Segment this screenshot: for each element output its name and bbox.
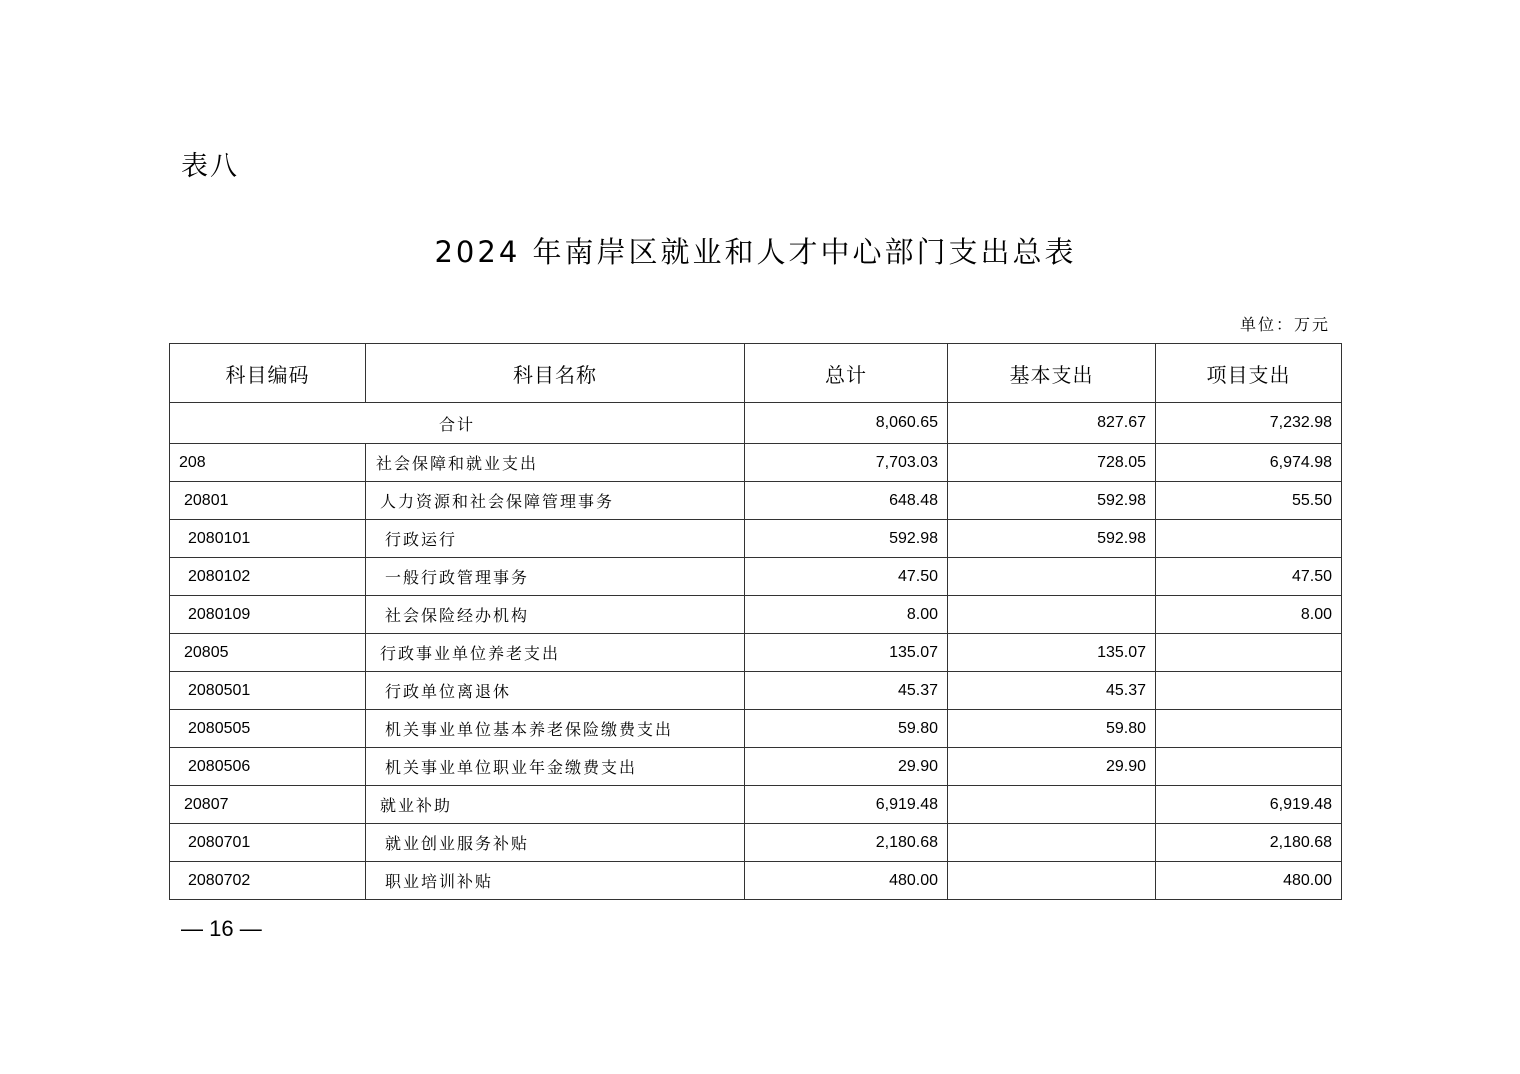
- row-basic: 592.98: [948, 520, 1156, 558]
- row-code: 208: [170, 444, 366, 482]
- column-header-basic: 基本支出: [948, 344, 1156, 403]
- table-row: [170, 672, 1342, 710]
- row-name: 机关事业单位职业年金缴费支出: [366, 748, 745, 786]
- table-row: [170, 482, 1342, 520]
- row-total: 592.98: [745, 520, 948, 558]
- column-header-project: 项目支出: [1156, 344, 1342, 403]
- unit-note: 单位：万元: [1239, 315, 1330, 334]
- row-basic: 45.37: [948, 672, 1156, 710]
- column-header-name: 科目名称: [366, 344, 745, 403]
- table-row: [170, 710, 1342, 748]
- row-basic: 728.05: [948, 444, 1156, 482]
- row-basic: [948, 558, 1156, 596]
- row-total: 8.00: [745, 596, 948, 634]
- row-basic: 59.80: [948, 710, 1156, 748]
- row-code: 2080702: [170, 862, 366, 900]
- row-name: 社会保障和就业支出: [366, 444, 745, 482]
- row-name: 一般行政管理事务: [366, 558, 745, 596]
- row-project: 6,974.98: [1156, 444, 1342, 482]
- row-basic: 29.90: [948, 748, 1156, 786]
- row-name: 就业补助: [366, 786, 745, 824]
- table-row: [170, 862, 1342, 900]
- row-project: 480.00: [1156, 862, 1342, 900]
- header-row: [170, 344, 1342, 403]
- row-code: 2080101: [170, 520, 366, 558]
- row-project: [1156, 520, 1342, 558]
- table-row: [170, 786, 1342, 824]
- total-label: 合计: [170, 403, 745, 444]
- row-project: 6,919.48: [1156, 786, 1342, 824]
- row-code: 20801: [170, 482, 366, 520]
- row-basic: 135.07: [948, 634, 1156, 672]
- page-number: — 16 —: [181, 916, 262, 941]
- total-sum: 8,060.65: [745, 403, 948, 444]
- column-header-code: 科目编码: [170, 344, 366, 403]
- row-basic: [948, 862, 1156, 900]
- total-basic: 827.67: [948, 403, 1156, 444]
- row-project: 2,180.68: [1156, 824, 1342, 862]
- row-total: 7,703.03: [745, 444, 948, 482]
- row-basic: [948, 824, 1156, 862]
- row-project: 8.00: [1156, 596, 1342, 634]
- row-name: 职业培训补贴: [366, 862, 745, 900]
- total-project: 7,232.98: [1156, 403, 1342, 444]
- row-total: 47.50: [745, 558, 948, 596]
- row-total: 29.90: [745, 748, 948, 786]
- table-row: [170, 558, 1342, 596]
- row-basic: [948, 596, 1156, 634]
- row-name: 行政单位离退休: [366, 672, 745, 710]
- row-project: [1156, 634, 1342, 672]
- row-code: 2080505: [170, 710, 366, 748]
- row-code: 2080109: [170, 596, 366, 634]
- table-row: [170, 748, 1342, 786]
- row-name: 行政运行: [366, 520, 745, 558]
- row-basic: [948, 786, 1156, 824]
- table-row: [170, 634, 1342, 672]
- row-total: 6,919.48: [745, 786, 948, 824]
- table-row: [170, 824, 1342, 862]
- row-code: 2080701: [170, 824, 366, 862]
- column-header-total: 总计: [745, 344, 948, 403]
- row-total: 45.37: [745, 672, 948, 710]
- row-name: 就业创业服务补贴: [366, 824, 745, 862]
- row-project: [1156, 672, 1342, 710]
- row-project: [1156, 710, 1342, 748]
- row-total: 59.80: [745, 710, 948, 748]
- table-row: [170, 596, 1342, 634]
- row-project: 55.50: [1156, 482, 1342, 520]
- row-name: 行政事业单位养老支出: [366, 634, 745, 672]
- row-total: 135.07: [745, 634, 948, 672]
- row-code: 20805: [170, 634, 366, 672]
- row-code: 2080102: [170, 558, 366, 596]
- row-code: 2080506: [170, 748, 366, 786]
- row-total: 2,180.68: [745, 824, 948, 862]
- row-code: 20807: [170, 786, 366, 824]
- row-total: 480.00: [745, 862, 948, 900]
- total-row: [170, 403, 1342, 444]
- table-row: [170, 520, 1342, 558]
- row-total: 648.48: [745, 482, 948, 520]
- document-title: 2024 年南岸区就业和人才中心部门支出总表: [434, 235, 1077, 269]
- row-name: 机关事业单位基本养老保险缴费支出: [366, 710, 745, 748]
- table-row: [170, 444, 1342, 482]
- row-name: 社会保险经办机构: [366, 596, 745, 634]
- row-project: [1156, 748, 1342, 786]
- expenditure-table: [169, 343, 1342, 900]
- row-name: 人力资源和社会保障管理事务: [366, 482, 745, 520]
- row-basic: 592.98: [948, 482, 1156, 520]
- row-project: 47.50: [1156, 558, 1342, 596]
- table-label: 表八: [181, 151, 239, 182]
- row-code: 2080501: [170, 672, 366, 710]
